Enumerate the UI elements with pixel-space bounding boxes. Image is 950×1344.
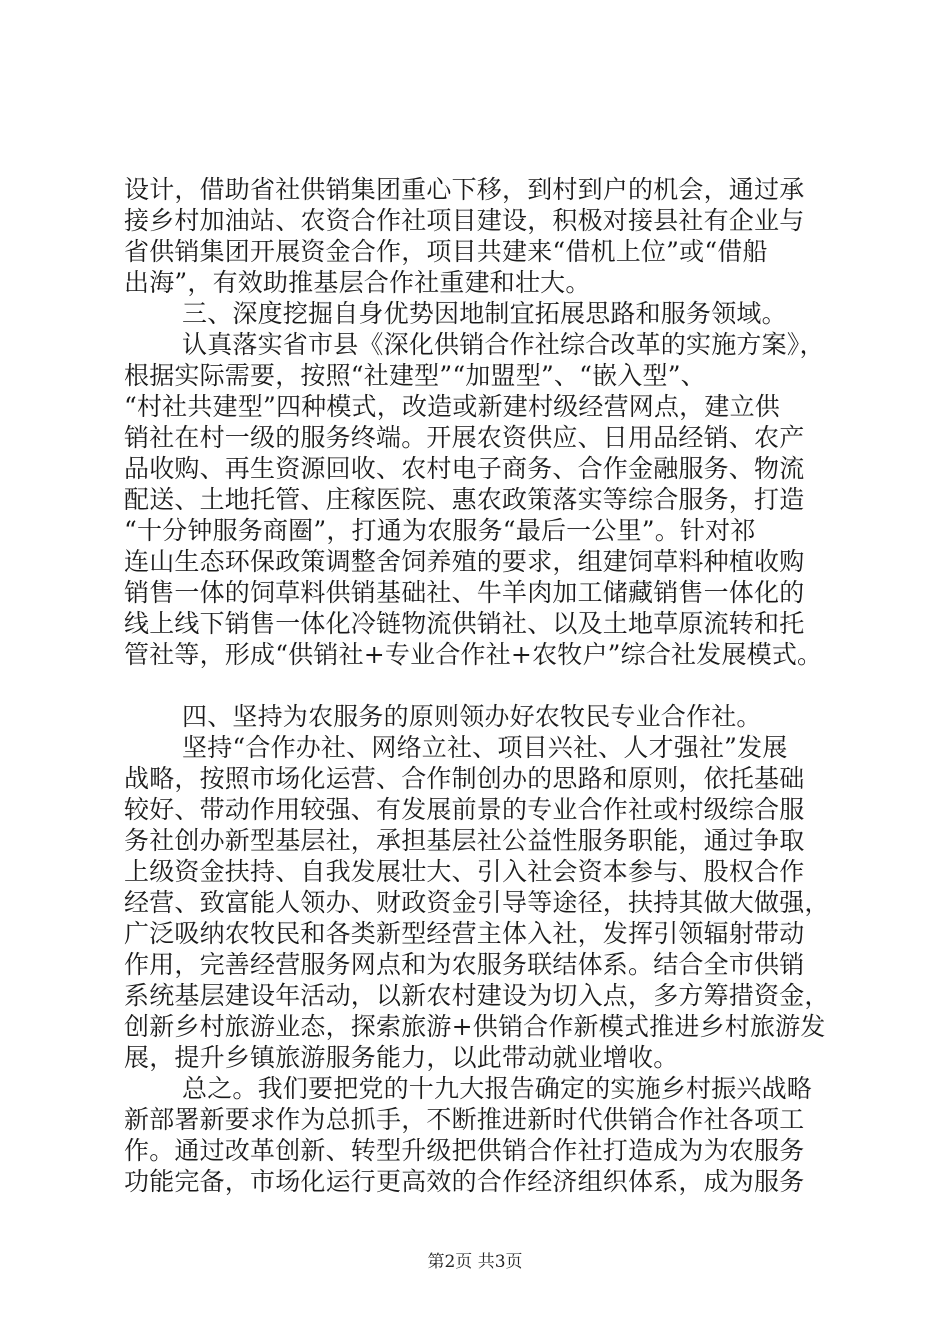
- text-line: 根据实际需要，按照“社建型”“加盟型”、“嵌入型”、: [124, 361, 706, 390]
- text-line: 作用，完善经营服务网点和为农服务联结体系。结合全市供销: [124, 950, 805, 979]
- text-line: 战略，按照市场化运营、合作制创办的思路和原则，依托基础: [124, 764, 805, 793]
- text-line: “村社共建型”四种模式，改造或新建村级经营网点，建立供: [124, 392, 780, 421]
- text-line: 展，提升乡镇旅游服务能力，以此带动就业增收。: [124, 1043, 679, 1072]
- text-line: 设计，借助省社供销集团重心下移，到村到户的机会，通过承: [124, 175, 805, 204]
- text-line: 连山生态环保政策调整舍饲养殖的要求，组建饲草料种植收购: [124, 547, 805, 576]
- text-line: 三、深度挖掘自身优势因地制宜拓展思路和服务领域。: [182, 299, 787, 328]
- document-body: [124, 174, 830, 1197]
- text-line: “十分钟服务商圈”，打通为农服务“最后一公里”。针对祁: [124, 516, 756, 545]
- text-line: 品收购、再生资源回收、农村电子商务、合作金融服务、物流: [124, 454, 805, 483]
- text-line: 配送、土地托管、庄稼医院、惠农政策落实等综合服务，打造: [124, 485, 805, 514]
- text-line: 作。通过改革创新、转型升级把供销合作社打造成为为农服务: [124, 1136, 805, 1165]
- text-line: 广泛吸纳农牧民和各类新型经营主体入社，发挥引领辐射带动: [124, 919, 805, 948]
- text-line: 认真落实省市县《深化供销合作社综合改革的实施方案》，: [182, 330, 825, 359]
- text-line: 功能完备，市场化运行更高效的合作经济组织体系，成为服务: [124, 1167, 805, 1196]
- text-line: 经营、致富能人领办、财政资金引导等途径，扶持其做大做强，: [124, 888, 830, 917]
- text-line: 省供销集团开展资金合作，项目共建来“借机上位”或“借船: [124, 237, 768, 266]
- text-line: 线上线下销售一体化冷链物流供销社、以及土地草原流转和托: [124, 609, 805, 638]
- text-line: 销社在村一级的服务终端。开展农资供应、日用品经销、农产: [124, 423, 805, 452]
- text-line: 新部署新要求作为总抓手，不断推进新时代供销合作社各项工: [124, 1105, 805, 1134]
- text-line: 上级资金扶持、自我发展壮大、引入社会资本参与、股权合作: [124, 857, 805, 886]
- text-line: 务社创办新型基层社，承担基层社公益性服务职能，通过争取: [124, 826, 805, 855]
- text-line: 较好、带动作用较强、有发展前景的专业合作社或村级综合服: [124, 795, 805, 824]
- text-line: 出海”，有效助推基层合作社重建和壮大。: [124, 268, 591, 297]
- text-line: 接乡村加油站、农资合作社项目建设，积极对接县社有企业与: [124, 206, 805, 235]
- text-line: 坚持“合作办社、网络立社、项目兴社、人才强社”发展: [182, 733, 788, 762]
- text-line: 四、坚持为农服务的原则领办好农牧民专业合作社。: [182, 702, 762, 731]
- text-line: 销售一体的饲草料供销基础社、牛羊肉加工储藏销售一体化的: [124, 578, 805, 607]
- text-line: 总之。我们要把党的十九大报告确定的实施乡村振兴战略: [182, 1074, 813, 1103]
- blank-line: [124, 670, 830, 701]
- text-line: 管社等，形成“供销社+专业合作社+农牧户”综合社发展模式。: [124, 640, 823, 669]
- text-line: 创新乡村旅游业态，探索旅游+供销合作新模式推进乡村旅游发: [124, 1012, 826, 1041]
- text-line: 系统基层建设年活动，以新农村建设为切入点，多方筹措资金，: [124, 981, 830, 1010]
- page-footer: 第2页 共3页: [427, 1252, 523, 1272]
